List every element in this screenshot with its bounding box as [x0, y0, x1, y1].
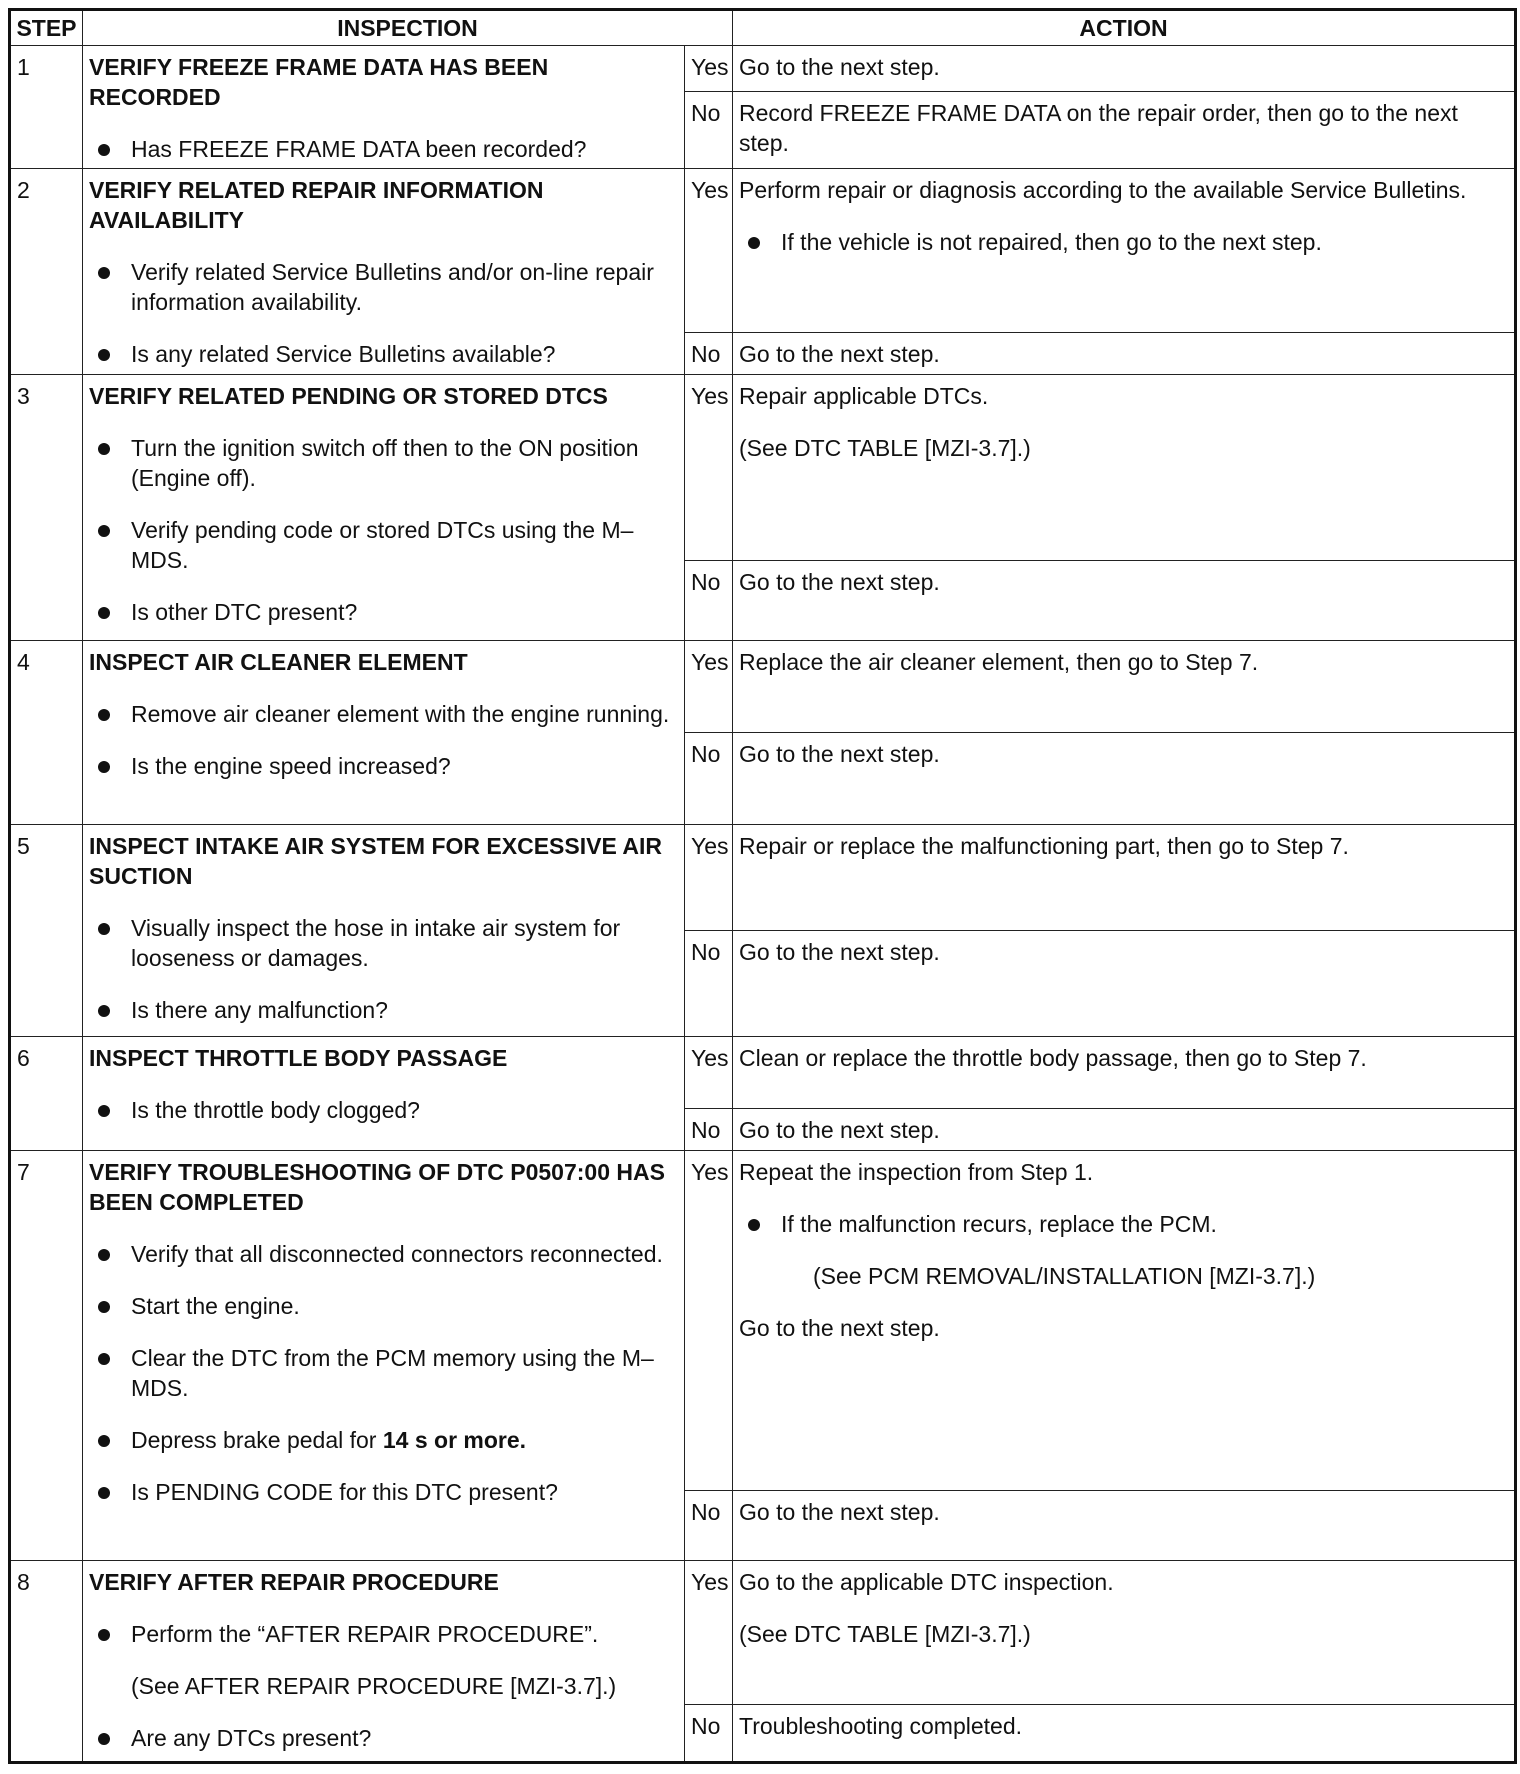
bullet-item: Is other DTC present?	[131, 597, 678, 627]
bullet-text: Depress brake pedal for	[131, 1427, 383, 1453]
step-number: 1	[10, 46, 83, 169]
header-action: ACTION	[733, 10, 1516, 46]
yes-label: Yes	[685, 1037, 733, 1109]
table-row	[10, 1151, 1516, 1491]
no-action: Go to the next step.	[733, 733, 1516, 825]
no-action: Go to the next step.	[733, 333, 1516, 375]
bullet-item: Turn the ignition switch off then to the ON position (Engine off).	[131, 433, 678, 493]
table-row	[10, 825, 1516, 931]
no-action: Go to the next step.	[733, 561, 1516, 641]
no-action: Go to the next step.	[733, 931, 1516, 1037]
bullet-emphasis: 14 s or more	[382, 1427, 520, 1453]
bullet-item: Visually inspect the hose in intake air system for looseness or damages.	[131, 913, 678, 973]
header-row	[10, 10, 1516, 46]
yes-label: Yes	[685, 1151, 733, 1491]
bullet-list	[89, 699, 678, 781]
yes-label: Yes	[685, 825, 733, 931]
step-number: 2	[10, 169, 83, 375]
table-row	[10, 375, 1516, 561]
step-title: VERIFY AFTER REPAIR PROCEDURE	[89, 1569, 499, 1595]
bullet-item: Is there any malfunction?	[131, 995, 678, 1025]
table-row	[10, 1037, 1516, 1109]
table-row	[10, 46, 1516, 92]
table-row	[10, 169, 1516, 333]
no-action: Go to the next step.	[733, 1491, 1516, 1561]
bullet-item: Verify related Service Bulletins and/or on-line repair information availability.	[131, 257, 678, 317]
bullet-item	[131, 1425, 678, 1455]
bullet-item: Are any DTCs present?	[131, 1723, 678, 1753]
bullet-emphasis-end: .	[519, 1427, 527, 1453]
bullet-item: Clear the DTC from the PCM memory using the M–MDS.	[131, 1343, 678, 1403]
step-number: 8	[10, 1561, 83, 1763]
bullet-list	[89, 257, 678, 369]
action-followup: Go to the next step.	[739, 1315, 940, 1341]
yes-action	[733, 1151, 1516, 1491]
yes-action: Repair or replace the malfunctioning part, then go to Step 7.	[733, 825, 1516, 931]
bullet-list	[89, 913, 678, 1025]
yes-label: Yes	[685, 641, 733, 733]
bullet-item: Is the throttle body clogged?	[131, 1095, 678, 1125]
bullet-item: Is PENDING CODE for this DTC present?	[131, 1477, 678, 1507]
action-text: Repeat the inspection from Step 1.	[739, 1159, 1094, 1185]
step-title: INSPECT INTAKE AIR SYSTEM FOR EXCESSIVE AIR SUCTION	[89, 833, 662, 889]
yes-label: Yes	[685, 46, 733, 92]
action-reference: (See DTC TABLE [MZI-3.7].)	[739, 435, 1031, 461]
no-label: No	[685, 1705, 733, 1763]
bullet-item: Has FREEZE FRAME DATA been recorded?	[131, 134, 678, 164]
step-title: VERIFY TROUBLESHOOTING OF DTC P0507:00 HAS BEEN COMPLETED	[89, 1159, 665, 1215]
table-row	[10, 641, 1516, 733]
inspection-cell	[83, 825, 685, 1037]
bullet-item: Perform the “AFTER REPAIR PROCEDURE”.	[131, 1619, 678, 1649]
bullet-list	[89, 1723, 678, 1753]
action-text: Perform repair or diagnosis according to the available Service Bulletins.	[739, 177, 1467, 203]
action-text: Repair applicable DTCs.	[739, 383, 989, 409]
no-label: No	[685, 91, 733, 168]
action-reference: (See DTC TABLE [MZI-3.7].)	[739, 1621, 1031, 1647]
yes-action	[733, 375, 1516, 561]
step-title: INSPECT THROTTLE BODY PASSAGE	[89, 1045, 508, 1071]
bullet-item: Verify pending code or stored DTCs using the M–MDS.	[131, 515, 678, 575]
inspection-cell	[83, 641, 685, 825]
no-label: No	[685, 1109, 733, 1151]
no-label: No	[685, 561, 733, 641]
inspection-cell	[83, 1561, 685, 1763]
no-label: No	[685, 1491, 733, 1561]
inspection-cell	[83, 1151, 685, 1561]
bullet-reference: (See AFTER REPAIR PROCEDURE [MZI-3.7].)	[131, 1673, 617, 1699]
yes-action	[733, 1561, 1516, 1705]
no-label: No	[685, 733, 733, 825]
step-title: VERIFY RELATED REPAIR INFORMATION AVAILABILITY	[89, 177, 544, 233]
no-action: Go to the next step.	[733, 1109, 1516, 1151]
no-label: No	[685, 931, 733, 1037]
step-number: 6	[10, 1037, 83, 1151]
bullet-list	[89, 1619, 678, 1649]
table-row	[10, 1561, 1516, 1705]
bullet-item: Is any related Service Bulletins available?	[131, 339, 678, 369]
action-bullet-list	[739, 1209, 1508, 1239]
step-title: INSPECT AIR CLEANER ELEMENT	[89, 649, 468, 675]
troubleshooting-table	[8, 8, 1517, 1764]
bullet-list	[89, 1095, 678, 1125]
inspection-cell	[83, 46, 685, 169]
bullet-item: Start the engine.	[131, 1291, 678, 1321]
no-label: No	[685, 333, 733, 375]
bullet-list	[89, 433, 678, 627]
action-bullet: If the vehicle is not repaired, then go to the next step.	[781, 227, 1508, 257]
inspection-cell	[83, 375, 685, 641]
step-number: 7	[10, 1151, 83, 1561]
yes-label: Yes	[685, 169, 733, 333]
header-step: STEP	[10, 10, 83, 46]
yes-action: Replace the air cleaner element, then go to Step 7.	[733, 641, 1516, 733]
yes-label: Yes	[685, 1561, 733, 1705]
bullet-item: Verify that all disconnected connectors reconnected.	[131, 1239, 678, 1269]
inspection-cell	[83, 169, 685, 375]
yes-label: Yes	[685, 375, 733, 561]
step-number: 5	[10, 825, 83, 1037]
step-title: VERIFY FREEZE FRAME DATA HAS BEEN RECORDED	[89, 54, 549, 110]
action-bullet-list	[739, 227, 1508, 257]
no-action: Troubleshooting completed.	[733, 1705, 1516, 1763]
step-number: 4	[10, 641, 83, 825]
bullet-list	[89, 1239, 678, 1507]
action-text: Go to the applicable DTC inspection.	[739, 1569, 1114, 1595]
action-bullet: If the malfunction recurs, replace the PCM.	[781, 1209, 1508, 1239]
header-inspection: INSPECTION	[83, 10, 733, 46]
bullet-list	[89, 134, 678, 164]
bullet-item: Is the engine speed increased?	[131, 751, 678, 781]
yes-action: Go to the next step.	[733, 46, 1516, 92]
step-number: 3	[10, 375, 83, 641]
action-reference: (See PCM REMOVAL/INSTALLATION [MZI-3.7].)	[813, 1263, 1316, 1289]
no-action: Record FREEZE FRAME DATA on the repair order, then go to the next step.	[733, 91, 1516, 168]
bullet-item: Remove air cleaner element with the engine running.	[131, 699, 678, 729]
yes-action: Clean or replace the throttle body passage, then go to Step 7.	[733, 1037, 1516, 1109]
yes-action	[733, 169, 1516, 333]
inspection-cell	[83, 1037, 685, 1151]
step-title: VERIFY RELATED PENDING OR STORED DTCS	[89, 383, 608, 409]
